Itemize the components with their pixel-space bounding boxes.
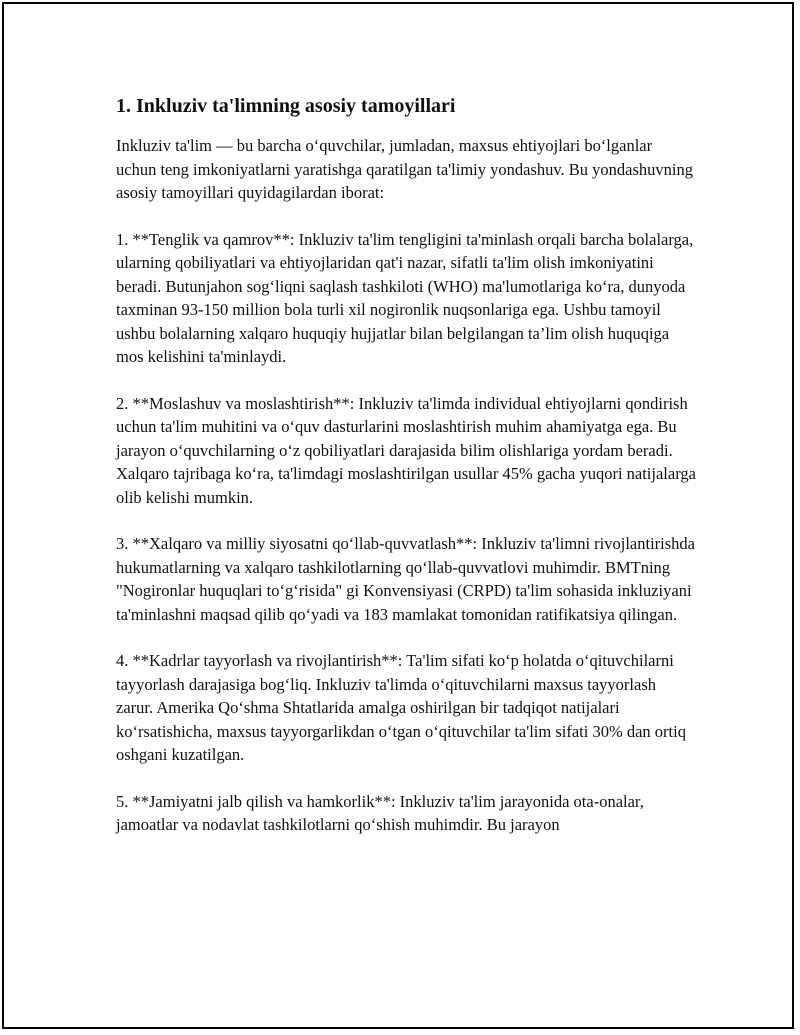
section-heading: 1. Inkluziv ta'limning asosiy tamoyillari <box>116 95 456 117</box>
principle-5-paragraph: 5. **Jamiyatni jalb qilish va hamkorlik**: Inkluziv ta'lim jarayonida ota-onalar, jamoatlar va nodavlat tashkilotlarni qo‘shish muhimdir. Bu jarayon <box>116 791 644 834</box>
document-body <box>116 92 696 860</box>
principle-2-paragraph: 2. **Moslashuv va moslashtirish**: Inkluziv ta'limda individual ehtiyojlarni qondirish uchun ta'lim muhitini va o‘quv dasturlarini moslashtirish muhim ahamiyatga ega. Bu jarayon o‘quvchilarning o‘z qobiliyatlari darajasida bilim olishlariga yordam beradi. Xalqaro tajribaga ko‘ra, ta'limdagi moslashtirilgan usullar 45% gacha yuqori natijalarga olib kelishi mumkin. <box>116 393 696 507</box>
intro-paragraph: Inkluziv ta'lim — bu barcha o‘quvchilar, jumladan, maxsus ehtiyojlari bo‘lganlar uchun teng imkoniyatlarni yaratishga qaratilgan ta'limiy yondashuv. Bu yondashuvning asosiy tamoyillari quyidagilardan iborat: <box>116 136 694 202</box>
principle-3-paragraph: 3. **Xalqaro va milliy siyosatni qo‘llab-quvvatlash**: Inkluziv ta'limni rivojlantirishda hukumatlarning va xalqaro tashkilotlarning qo‘llab-quvvatlovi muhimdir. BMTning "Nogironlar huquqlari to‘g‘risida" gi Konvensiyasi (CRPD) ta'lim sohasida inkluziyani ta'minlashni maqsad qilib qo‘yadi va 183 mamlakat tomonidan ratifikatsiya qilingan. <box>116 534 695 624</box>
principle-1-paragraph: 1. **Tenglik va qamrov**: Inkluziv ta'lim tengligini ta'minlash orqali barcha bolalarga, ularning qobiliyatlari va ehtiyojlaridan qat'i nazar, sifatli ta'lim olish imkoniyatini beradi. Butunjahon sog‘liqni saqlash tashkiloti (WHO) ma'lumotlariga ko‘ra, dunyoda taxminan 93-150 million bola turli xil nogironlik nuqsonlariga ega. Ushbu tamoyil ushbu bolalarning xalqaro huquqiy hujjatlar bilan belgilangan ta’lim olish huquqiga mos kelishini ta'minlaydi. <box>116 229 694 366</box>
principle-4-paragraph: 4. **Kadrlar tayyorlash va rivojlantirish**: Ta'lim sifati ko‘p holatda o‘qituvchilarni tayyorlash darajasiga bog‘liq. Inkluziv ta'limda o‘qituvchilarni maxsus tayyorlash zarur. Amerika Qo‘shma Shtatlarida amalga oshirilgan bir tadqiqot natijalari ko‘rsatishicha, maxsus tayyorgarlikdan o‘tgan o‘qituvchilar ta'lim sifati 30% dan ortiq oshgani kuzatilgan. <box>116 651 686 764</box>
